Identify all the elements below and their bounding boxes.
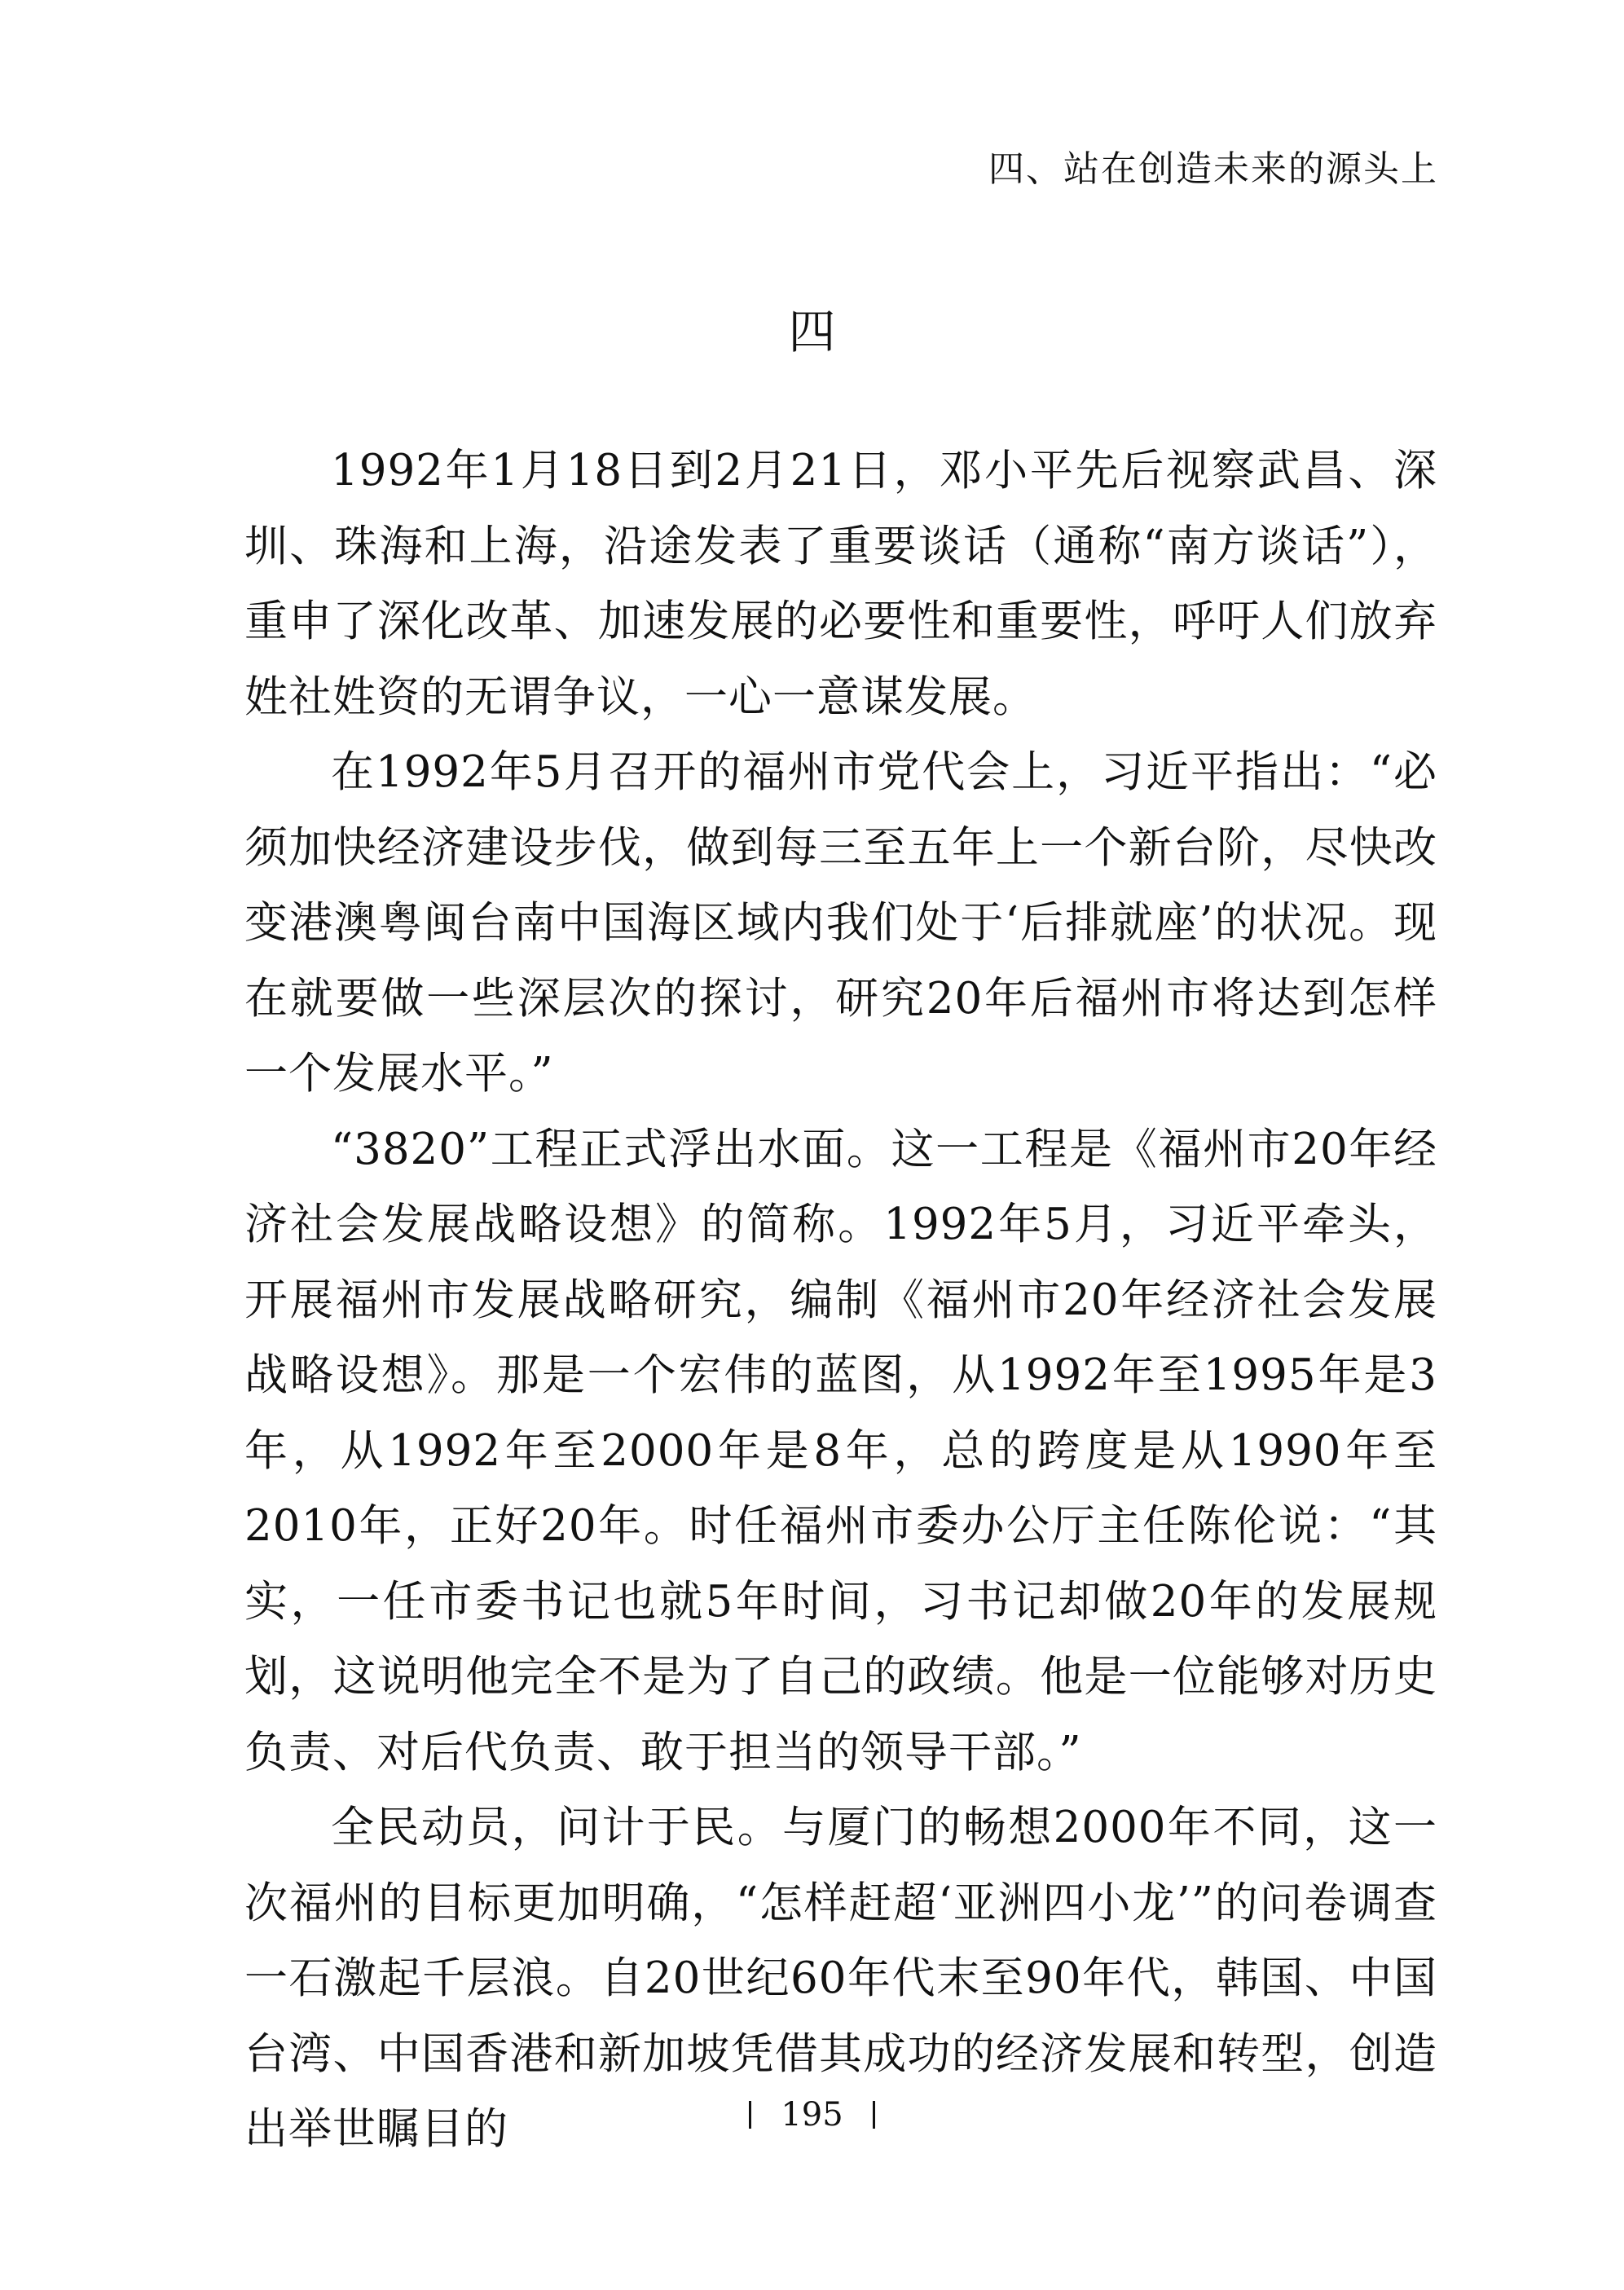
footer-left-rule: [749, 2101, 751, 2129]
footer-right-rule: [873, 2101, 875, 2129]
page-footer: [0, 2096, 1624, 2134]
running-header: 四、站在创造未来的源头上: [988, 148, 1438, 190]
body-text: [244, 434, 1437, 2168]
paragraph-party-congress: 在1992年5月召开的福州市党代会上，习近平指出：“必须加快经济建设步伐，做到每三至五年上一个新台阶，尽快改变港澳粤闽台南中国海区域内我们处于‘后排就座’的状况。现在就要做一些深层次的探讨，研究20年后福州市将达到怎样一个发展水平。”: [244, 747, 1437, 1099]
section-title: 四: [788, 304, 836, 359]
page-number: 195: [781, 2096, 843, 2134]
paragraph-mobilization: 全民动员，问计于民。与厦门的畅想2000年不同，这一次福州的目标更加明确，“怎样赶超‘亚洲四小龙’”的问卷调查一石激起千层浪。自20世纪60年代末至90年代，韩国、中国台湾、中国香港和新加坡凭借其成功的经济发展和转型，创造出举世瞩目的: [244, 1803, 1437, 2154]
paragraph-3820-project: “3820”工程正式浮出水面。这一工程是《福州市20年经济社会发展战略设想》的简称。1992年5月，习近平牵头，开展福州市发展战略研究，编制《福州市20年经济社会发展战略设想》。那是一个宏伟的蓝图，从1992年至1995年是3年，从1992年至2000年是8年，总的跨度是从1990年至2010年，正好20年。时任福州市委办公厅主任陈伦说：“其实，一任市委书记也就5年时间，习书记却做20年的发展规划，这说明他完全不是为了自己的政绩。他是一位能够对历史负责、对后代负责、敢于担当的领导干部。”: [244, 1124, 1437, 1777]
paragraph-southern-talks: 1992年1月18日到2月21日，邓小平先后视察武昌、深圳、珠海和上海，沿途发表了重要谈话（通称“南方谈话”），重申了深化改革、加速发展的必要性和重要性，呼吁人们放弃姓社姓资的无谓争议，一心一意谋发展。: [244, 446, 1437, 722]
